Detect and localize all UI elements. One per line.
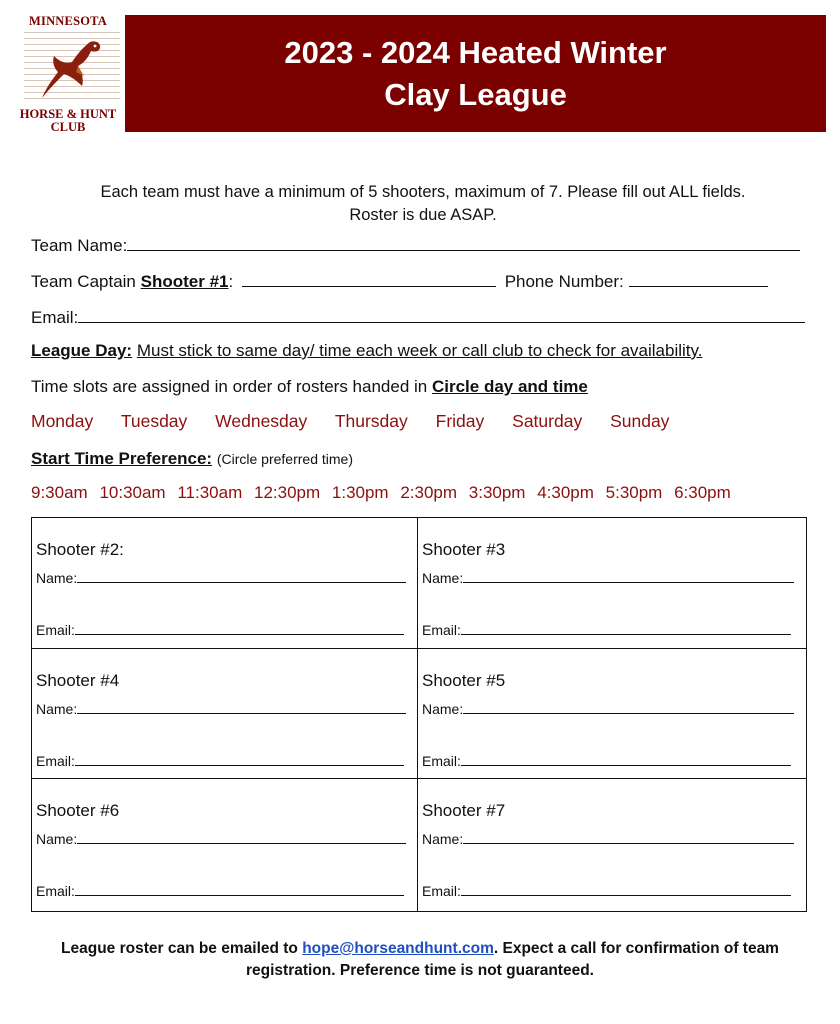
email-label: Email: xyxy=(36,622,75,638)
team-name-row xyxy=(31,233,800,256)
shooter-name-field[interactable] xyxy=(463,700,794,714)
team-name-label: Team Name: xyxy=(31,236,128,255)
time-option[interactable]: 10:30am xyxy=(99,483,166,502)
shooter-email-field[interactable] xyxy=(75,752,404,766)
shooter-email-field[interactable] xyxy=(461,621,791,635)
shooters-table xyxy=(31,517,807,912)
shooter-email-row xyxy=(36,621,404,638)
shooter-name-row xyxy=(36,700,406,717)
day-thursday[interactable]: Thursday xyxy=(334,411,408,431)
day-saturday[interactable]: Saturday xyxy=(512,411,583,431)
shooter-email-row xyxy=(422,621,791,638)
start-time-row xyxy=(31,449,353,469)
time-option[interactable]: 3:30pm xyxy=(468,483,526,502)
time-option[interactable]: 6:30pm xyxy=(674,483,731,502)
intro-line-2: Roster is due ASAP. xyxy=(349,206,497,224)
phone-label: Phone Number: xyxy=(504,272,624,291)
footer-note xyxy=(20,938,820,982)
shooter1-label: Shooter #1 xyxy=(140,272,229,291)
time-option[interactable]: 5:30pm xyxy=(605,483,663,502)
shooter-cell xyxy=(418,518,806,649)
shooter-title: Shooter #4 xyxy=(36,671,120,690)
name-label: Name: xyxy=(36,831,78,847)
team-captain-row xyxy=(31,269,768,292)
club-logo xyxy=(12,14,124,136)
shooter-name-row xyxy=(36,569,406,586)
shooter-cell xyxy=(32,779,418,911)
day-sunday[interactable]: Sunday xyxy=(610,411,670,431)
league-day-row xyxy=(31,341,702,361)
shooter-title: Shooter #3 xyxy=(422,540,506,559)
day-friday[interactable]: Friday xyxy=(435,411,485,431)
shooter-email-field[interactable] xyxy=(75,882,404,896)
shooter-title: Shooter #2: xyxy=(36,540,124,559)
email-label: Email: xyxy=(36,753,75,769)
contact-email-link[interactable]: hope@horseandhunt.com xyxy=(302,940,494,957)
email-label: Email: xyxy=(36,883,75,899)
email-label: Email: xyxy=(422,622,461,638)
days-list xyxy=(31,411,692,432)
phone-field[interactable] xyxy=(629,269,768,287)
shooter-name-row xyxy=(422,569,794,586)
title-line-2: Clay League xyxy=(384,76,567,112)
time-option[interactable]: 9:30am xyxy=(31,483,88,502)
name-label: Name: xyxy=(36,701,78,717)
shooter-cell xyxy=(418,649,806,779)
shooter-title: Shooter #7 xyxy=(422,801,506,820)
email-row xyxy=(31,305,805,328)
shooter-name-field[interactable] xyxy=(77,569,406,583)
name-label: Name: xyxy=(422,570,464,586)
team-captain-label: Team Captain xyxy=(31,272,141,291)
shooter-email-row xyxy=(36,752,404,769)
email-label: Email: xyxy=(422,753,461,769)
logo-line-minnesota: MINNESOTA xyxy=(29,14,107,28)
email-field[interactable] xyxy=(78,305,805,323)
pheasant-icon xyxy=(38,36,108,102)
name-label: Name: xyxy=(36,570,78,586)
team-captain-field[interactable] xyxy=(242,269,496,287)
day-tuesday[interactable]: Tuesday xyxy=(120,411,188,431)
league-day-label: League Day: xyxy=(31,341,133,360)
shooter-email-field[interactable] xyxy=(461,752,791,766)
time-option[interactable]: 4:30pm xyxy=(537,483,594,502)
shooter1-colon: : xyxy=(228,272,234,291)
name-label: Name: xyxy=(422,701,464,717)
day-monday[interactable]: Monday xyxy=(31,411,94,431)
shooter-name-row xyxy=(36,830,406,847)
time-slots-row xyxy=(31,377,588,397)
shooter-name-field[interactable] xyxy=(463,569,794,583)
logo-line-horse-hunt: HORSE & HUNT xyxy=(19,107,117,121)
shooter-name-field[interactable] xyxy=(463,830,794,844)
shooter-name-field[interactable] xyxy=(77,700,406,714)
email-label: Email: xyxy=(31,308,79,327)
name-label: Name: xyxy=(422,831,464,847)
shooter-title: Shooter #5 xyxy=(422,671,506,690)
intro-line-1: Each team must have a minimum of 5 shooters, maximum of 7. Please fill out ALL fields. xyxy=(100,183,746,201)
shooter-cell xyxy=(32,518,418,649)
team-name-field[interactable] xyxy=(127,233,800,251)
shooter-name-field[interactable] xyxy=(77,830,406,844)
times-list xyxy=(31,483,738,503)
footer-before: League roster can be emailed to xyxy=(61,940,303,957)
shooter-name-row xyxy=(422,830,794,847)
shooter-cell xyxy=(32,649,418,779)
shooter-email-row xyxy=(422,752,791,769)
shooter-email-field[interactable] xyxy=(75,621,404,635)
circle-day-time: Circle day and time xyxy=(431,377,588,396)
title-line-1: 2023 - 2024 Heated Winter xyxy=(284,34,667,70)
footer-after: . Expect a call for confirmation of team registration. Preference time is not guaranteed. xyxy=(246,940,779,979)
title-banner xyxy=(125,15,826,132)
time-option[interactable]: 2:30pm xyxy=(400,483,458,502)
logo-line-club: CLUB xyxy=(50,120,86,134)
time-option[interactable]: 12:30pm xyxy=(253,483,321,502)
time-slots-text: Time slots are assigned in order of rosters handed in xyxy=(31,377,432,396)
shooter-email-row xyxy=(422,882,791,899)
league-day-text: Must stick to same day/ time each week or call club to check for availability. xyxy=(136,341,703,360)
start-time-note: (Circle preferred time) xyxy=(216,451,353,467)
shooter-title: Shooter #6 xyxy=(36,801,120,820)
shooter-email-field[interactable] xyxy=(461,882,791,896)
shooter-email-row xyxy=(36,882,404,899)
start-time-label: Start Time Preference: xyxy=(31,449,213,468)
shooter-name-row xyxy=(422,700,794,717)
intro-text xyxy=(30,181,816,227)
time-option[interactable]: 11:30am xyxy=(177,483,243,502)
shooter-cell xyxy=(418,779,806,911)
email-label: Email: xyxy=(422,883,461,899)
time-option[interactable]: 1:30pm xyxy=(331,483,389,502)
day-wednesday[interactable]: Wednesday xyxy=(215,411,308,431)
